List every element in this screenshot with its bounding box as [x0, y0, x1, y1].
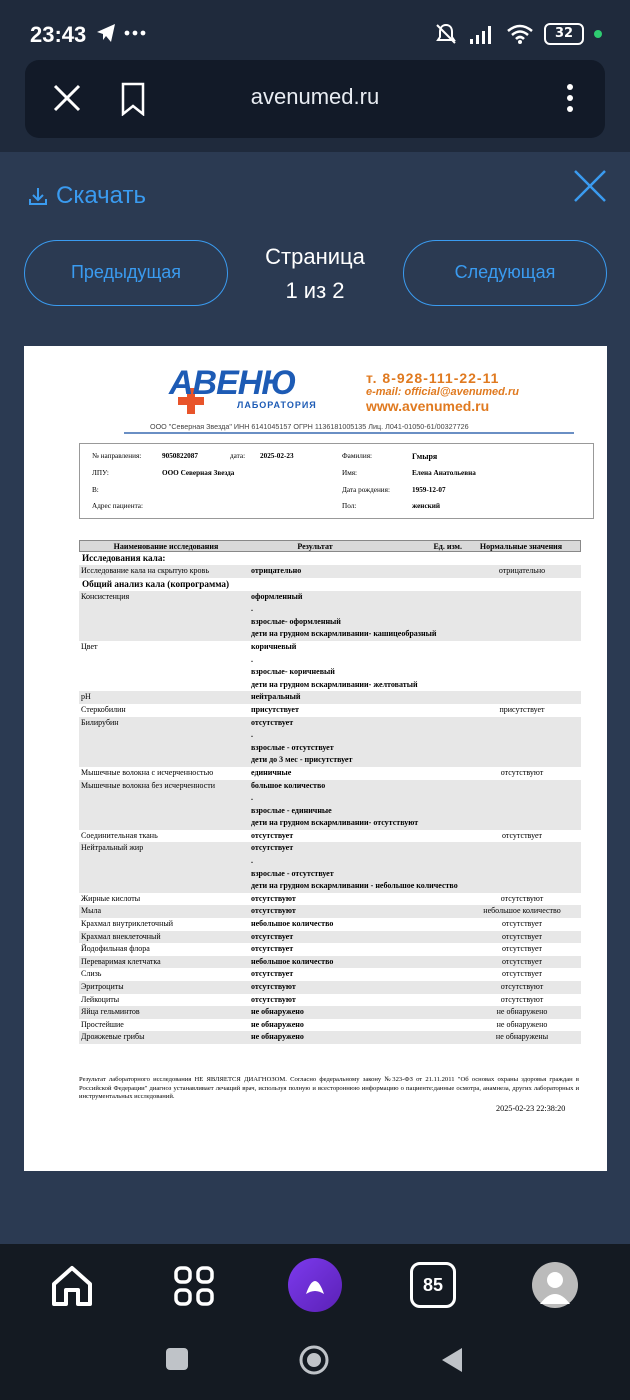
dob-label: Дата рождения: [342, 486, 390, 494]
document-page [24, 346, 607, 1171]
test-name-cell [79, 729, 251, 742]
more-menu-icon[interactable] [565, 80, 575, 120]
unit-cell [441, 805, 463, 818]
unit-cell [441, 742, 463, 755]
table-row [79, 666, 581, 679]
lpu-label: ЛПУ: [92, 469, 109, 477]
table-row [79, 830, 581, 843]
norm-cell [463, 641, 581, 654]
lpu-value: ООО Северная Звезда [162, 469, 235, 477]
norm-cell [463, 691, 581, 704]
table-row [79, 968, 581, 981]
result-cell: дети на грудном вскармливании- кашицеобразный [251, 629, 437, 639]
result-cell: взрослые - единичные [251, 805, 332, 815]
header-result: Результат [297, 542, 333, 551]
test-name-cell [79, 754, 251, 767]
norm-cell [463, 805, 581, 818]
table-row [79, 679, 581, 692]
table-row [79, 943, 581, 956]
result-cell: не обнаружено [251, 1032, 304, 1042]
table-row [79, 855, 581, 868]
table-row [79, 868, 581, 881]
org-details: ООО "Северная Звезда" ИНН 6141045157 ОГРН 1136181005135 Лиц. Л041-01050-61/00327726 [150, 422, 469, 431]
norm-cell: отсутствуют [500, 982, 544, 991]
test-name-cell: Стеркобилин [81, 704, 126, 714]
unit-cell [441, 729, 463, 742]
result-cell: коричневый [251, 641, 297, 651]
sex-label: Пол: [342, 502, 357, 510]
result-cell: . [251, 730, 253, 740]
test-name-cell: Эритроциты [81, 982, 124, 991]
norm-cell [463, 754, 581, 767]
test-name-cell: Билирубин [81, 717, 119, 727]
test-name-cell [79, 817, 251, 830]
table-row [79, 767, 581, 780]
date-label: дата: [230, 452, 246, 460]
table-row [79, 616, 581, 629]
result-cell: не обнаружено [251, 1019, 304, 1029]
result-cell: дети до 3 мес - присутствует [251, 755, 353, 765]
result-cell: небольшое количество [251, 956, 334, 966]
table-row [79, 792, 581, 805]
test-name-cell: Жирные кислоты [81, 893, 141, 903]
section-title: Исследования кала: [82, 553, 166, 563]
alice-assistant-icon[interactable] [288, 1258, 342, 1312]
lab-email: e-mail: official@avenumed.ru [366, 386, 519, 398]
table-row [79, 691, 581, 704]
result-cell: дети на грудном вскармливании- желтоватый [251, 679, 418, 689]
unit-cell [441, 628, 463, 641]
table-row [79, 981, 581, 994]
unit-cell [441, 616, 463, 629]
unit-cell [441, 704, 463, 717]
address-bar [25, 60, 605, 138]
norm-cell: отсутствует [501, 919, 543, 929]
norm-cell: отсутствует [501, 944, 543, 954]
norm-cell [463, 666, 581, 679]
result-cell: отсутствуют [251, 994, 296, 1004]
norm-cell: отсутствуют [500, 994, 544, 1004]
lab-logo-subtitle: ЛАБОРАТОРИЯ [237, 400, 317, 410]
apps-grid-icon[interactable] [170, 1262, 218, 1310]
result-cell: отсутствует [251, 944, 294, 954]
test-name-cell: Соединительная ткань [81, 830, 158, 840]
unit-cell [441, 905, 463, 918]
table-row [79, 628, 581, 641]
results-rows [79, 565, 581, 1044]
bookmark-icon[interactable] [119, 82, 147, 116]
unit-cell [441, 754, 463, 767]
unit-cell [441, 842, 463, 855]
norm-cell [463, 654, 581, 667]
system-home-icon[interactable] [298, 1344, 330, 1376]
telegram-icon [95, 22, 155, 49]
test-name-cell [79, 616, 251, 629]
result-cell: оформленный [251, 591, 303, 601]
unit-cell [441, 641, 463, 654]
lab-phone: т. 8-928-111-22-11 [366, 370, 500, 386]
table-row [79, 956, 581, 969]
header-divider [124, 432, 574, 434]
test-name-cell: Мыла [81, 906, 102, 916]
signal-icon [468, 23, 496, 45]
test-name-cell [79, 742, 251, 755]
result-cell: единичные [251, 767, 292, 777]
norm-cell: небольшое количество [483, 906, 561, 916]
ref-value: 9050822087 [162, 452, 198, 460]
test-name-cell [79, 868, 251, 881]
norm-cell: отсутствует [501, 969, 543, 979]
mic-indicator-dot [594, 30, 602, 38]
header-norm: Нормальные значения [479, 542, 563, 551]
test-name-cell: Консистенция [81, 591, 130, 601]
address-label: Адрес пациента: [92, 502, 143, 510]
test-name-cell: Йодофильная флора [81, 944, 150, 954]
unit-cell [441, 817, 463, 830]
table-row [79, 842, 581, 855]
table-row [79, 704, 581, 717]
unit-cell [441, 868, 463, 881]
norm-cell [463, 792, 581, 805]
table-row [79, 817, 581, 830]
tabs-count-button[interactable]: 85 [410, 1262, 456, 1308]
test-name-cell: Мышечные волокна с исчерченностью [81, 767, 214, 777]
table-row [79, 780, 581, 793]
norm-cell [463, 603, 581, 616]
test-name-cell [79, 805, 251, 818]
page-title: Страница [265, 244, 365, 269]
result-cell: отсутствуют [251, 893, 296, 903]
section-title: Общий анализ кала (копрограмма) [82, 578, 230, 589]
unit-cell [441, 968, 463, 981]
unit-cell [441, 792, 463, 805]
table-row [79, 717, 581, 730]
test-name-cell [79, 603, 251, 616]
unit-cell [441, 1031, 463, 1044]
table-row [79, 805, 581, 818]
unit-cell [441, 767, 463, 780]
header-unit: Ед. изм. [433, 542, 462, 551]
pdf-viewer [0, 152, 630, 1244]
norm-cell: отсутствуют [500, 767, 544, 777]
unit-cell [441, 893, 463, 906]
norm-cell [463, 880, 581, 893]
close-tab-icon[interactable] [47, 78, 87, 118]
disclaimer-note: Результат лабораторного исследования НЕ ЯВЛЯЕТСЯ ДИАГНОЗОМ. Согласно федеральному закону №323-ФЗ от 21.11.2011 "Об основах охраны здоровья граждан в Российской Федерации" диагноз устанавливает лечащий врач, используя полную и всестороннюю информацию о пациенте:данные осмотра, анамнеза, других лабораторных и инструментальных исследований. [79, 1076, 579, 1101]
table-row [79, 742, 581, 755]
test-name-cell [79, 666, 251, 679]
date-value: 2025-02-23 [260, 452, 294, 460]
norm-cell [463, 679, 581, 692]
table-row [79, 1006, 581, 1019]
test-name-cell: Яйца гельминтов [81, 1007, 140, 1017]
norm-cell [463, 616, 581, 629]
battery-icon: 32 [544, 23, 584, 45]
table-row [79, 654, 581, 667]
table-row [79, 994, 581, 1007]
test-name-cell: Слизь [81, 969, 102, 979]
norm-cell [463, 717, 581, 730]
table-row [79, 754, 581, 767]
result-cell: . [251, 604, 253, 614]
result-cell: не обнаружено [251, 1007, 304, 1017]
v-label: В: [92, 486, 99, 494]
norm-cell: отсутствует [501, 956, 543, 966]
name-label: Имя: [342, 469, 358, 477]
back-icon[interactable] [440, 1346, 464, 1374]
norm-cell: отсутствуют [500, 893, 544, 903]
patient-info-box [79, 443, 594, 519]
unit-cell [441, 654, 463, 667]
status-bar [0, 0, 630, 64]
table-row [79, 603, 581, 616]
close-viewer-icon[interactable] [572, 168, 608, 204]
test-name-cell: Переваримая клетчатка [81, 956, 161, 966]
norm-cell: не обнаружено [496, 1007, 548, 1017]
table-row [79, 880, 581, 893]
test-name-cell [79, 679, 251, 692]
url-text[interactable]: avenumed.ru [250, 84, 380, 109]
test-name-cell [79, 628, 251, 641]
result-cell: взрослые - отсутствует [251, 742, 334, 752]
table-row [79, 893, 581, 906]
unit-cell [441, 981, 463, 994]
table-row [79, 1031, 581, 1044]
lab-logo: АВЕНЮ [169, 364, 296, 402]
result-cell: взрослые- коричневый [251, 667, 335, 677]
norm-cell: не обнаружены [495, 1032, 549, 1042]
test-name-cell: Исследование кала на скрытую кровь [81, 566, 209, 575]
unit-cell [441, 591, 463, 604]
result-cell: взрослые - отсутствует [251, 868, 334, 878]
test-name-cell [79, 855, 251, 868]
norm-cell: отсутствует [501, 830, 543, 840]
unit-cell [441, 1006, 463, 1019]
result-cell: небольшое количество [251, 919, 334, 929]
norm-cell [463, 842, 581, 855]
home-icon[interactable] [48, 1262, 96, 1310]
test-name-cell [79, 792, 251, 805]
norm-cell [463, 742, 581, 755]
results-header [79, 540, 581, 552]
result-cell: большое количество [251, 780, 326, 790]
wifi-icon [506, 23, 534, 45]
status-time: 23:43 [30, 22, 87, 47]
test-name-cell [79, 654, 251, 667]
result-cell: . [251, 856, 253, 866]
unit-cell [441, 666, 463, 679]
norm-cell [463, 868, 581, 881]
result-cell: нейтральный [251, 692, 301, 702]
unit-cell [441, 880, 463, 893]
unit-cell [441, 717, 463, 730]
result-cell: взрослые- оформленный [251, 616, 341, 626]
table-row [79, 1019, 581, 1032]
previous-page-button[interactable]: Предыдущая [24, 240, 228, 306]
unit-cell [441, 565, 463, 578]
table-row [79, 905, 581, 918]
table-row [79, 931, 581, 944]
unit-cell [441, 1019, 463, 1032]
unit-cell [441, 679, 463, 692]
unit-cell [441, 855, 463, 868]
page-count: 1 из 2 [285, 278, 345, 303]
download-label: Скачать [56, 182, 146, 209]
result-cell: отсутствует [251, 843, 294, 853]
table-row [79, 729, 581, 742]
result-cell: отсутствует [251, 717, 294, 727]
test-name-cell [79, 880, 251, 893]
name-value: Елена Анатольевна [412, 469, 476, 477]
norm-cell [463, 591, 581, 604]
table-row [79, 591, 581, 604]
test-name-cell: Крахмал внутриклеточный [81, 919, 174, 929]
result-cell: отрицательно [251, 566, 302, 575]
table-row [79, 641, 581, 654]
mute-icon [434, 22, 458, 46]
norm-cell [463, 628, 581, 641]
result-cell: . [251, 793, 253, 803]
next-page-button[interactable]: Следующая [403, 240, 607, 306]
test-name-cell: Цвет [81, 641, 98, 651]
dob-value: 1959-12-07 [412, 486, 446, 494]
download-icon [28, 186, 48, 206]
result-cell: отсутствует [251, 969, 294, 979]
lastname-label: Фамилия: [342, 452, 372, 460]
table-row [79, 918, 581, 931]
lab-contacts [366, 370, 519, 414]
result-cell: отсутствуют [251, 906, 296, 916]
results-table [79, 540, 581, 1044]
norm-cell: отсутствует [501, 931, 543, 941]
test-name-cell: Крахмал внеклеточный [81, 931, 161, 941]
result-cell: присутствует [251, 704, 299, 714]
recents-icon[interactable] [164, 1346, 190, 1372]
test-name-cell: Лейкоциты [81, 994, 120, 1004]
unit-cell [441, 943, 463, 956]
result-cell: отсутствует [251, 830, 294, 840]
result-cell: дети на грудном вскармливании- отсутствуют [251, 818, 419, 828]
norm-cell: отрицательно [498, 566, 546, 575]
lastname-value: Гмыря [412, 452, 438, 461]
table-row [79, 565, 581, 578]
ref-label: № направления: [92, 452, 142, 460]
result-cell: дети на грудном вскармливании - небольшое количество [251, 881, 458, 891]
unit-cell [441, 956, 463, 969]
unit-cell [441, 994, 463, 1007]
test-name-cell: pH [81, 692, 91, 702]
sex-value: женский [412, 502, 441, 510]
header-name: Наименование исследования [113, 542, 219, 551]
profile-avatar[interactable] [532, 1262, 578, 1308]
bottom-navigation [0, 1244, 630, 1400]
unit-cell [441, 931, 463, 944]
lab-website: www.avenumed.ru [366, 398, 490, 414]
test-name-cell: Мышечные волокна без исчерченности [81, 780, 216, 790]
report-timestamp: 2025-02-23 22:38:20 [496, 1104, 566, 1113]
norm-cell: присутствует [499, 704, 545, 714]
unit-cell [441, 918, 463, 931]
result-cell: отсутствует [251, 931, 294, 941]
test-name-cell: Простейшие [81, 1019, 124, 1029]
test-name-cell: Нейтральный жир [81, 843, 144, 853]
page-indicator [240, 240, 390, 308]
norm-cell [463, 780, 581, 793]
unit-cell [441, 603, 463, 616]
norm-cell [463, 817, 581, 830]
result-cell: . [251, 654, 253, 664]
download-button[interactable] [28, 182, 146, 210]
unit-cell [441, 780, 463, 793]
norm-cell: не обнаружено [496, 1019, 548, 1029]
unit-cell [441, 691, 463, 704]
result-cell: отсутствуют [251, 982, 296, 991]
test-name-cell: Дрожжевые грибы [81, 1032, 145, 1042]
norm-cell [463, 855, 581, 868]
unit-cell [441, 830, 463, 843]
norm-cell [463, 729, 581, 742]
